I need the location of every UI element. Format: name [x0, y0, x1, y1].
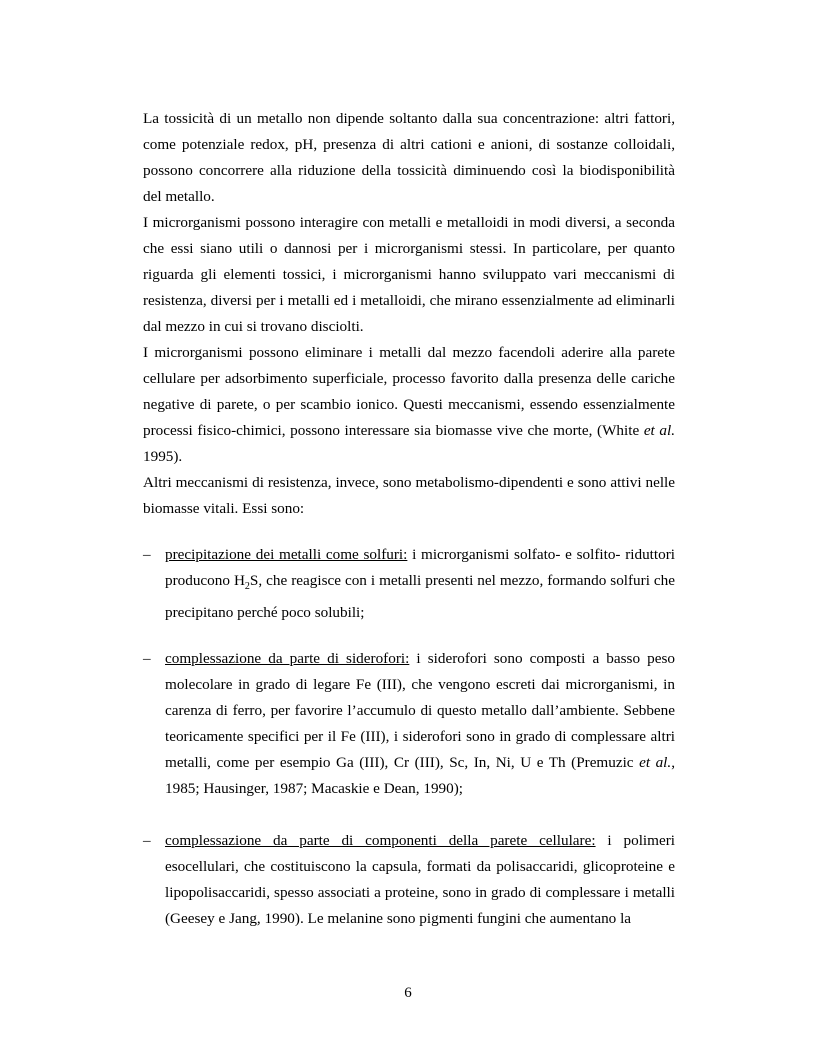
list-item-body: i polimeri esocellulari, che costituiscono la capsula, formati da polisaccaridi, glicoproteine e lipopolisaccaridi, spesso associati a proteine, sono in grado di complessare i metalli (Geesey e Jang, 1990). Le melanine sono pigmenti fungini che aumentano la: [165, 832, 675, 927]
list-dash: –: [143, 832, 151, 849]
paragraph-4: Altri meccanismi di resistenza, invece, sono metabolismo-dipendenti e sono attivi nelle biomasse vitali. Essi sono:: [143, 474, 675, 517]
list-item-body-cont: , 1985; Hausinger, 1987; Macaskie e Dean, 1990);: [165, 754, 675, 797]
list-item-sulfides: [143, 542, 675, 626]
list-item-text: [165, 828, 675, 932]
page-number: 6: [404, 985, 412, 1001]
list-item-text: [165, 646, 675, 802]
paragraph-3-main: I microrganismi possono eliminare i metalli dal mezzo facendoli aderire alla parete cellulare per adsorbimento superficiale, processo favorito dalla presenza delle cariche negative di parete, o per scambio ionico. Questi meccanismi, essendo essenzialmente processi fisico-chimici, possono interessare sia biomasse vive che morte, (White: [143, 344, 675, 439]
list-item-heading: precipitazione dei metalli come solfuri:: [165, 546, 408, 563]
paragraph-3: [143, 340, 675, 470]
list-dash: –: [143, 546, 151, 563]
paragraph-3-end: 1995).: [143, 448, 183, 465]
list-item-cell-wall: [143, 828, 675, 932]
list-item-body-cont: S, che reagisce con i metalli presenti nel mezzo, formando solfuri che precipitano perché poco solubili;: [165, 572, 675, 622]
list-item-siderophores: [143, 646, 675, 802]
body-text: [143, 106, 675, 522]
list-item-body: i microrganismi solfato- e solfito- riduttori producono H: [165, 546, 675, 589]
paragraph-3-etal: et al.: [643, 422, 675, 439]
paragraph-1: La tossicità di un metallo non dipende soltanto dalla sua concentrazione: altri fattori, come potenziale redox, pH, presenza di altri cationi e anioni, di sostanze colloidali, possono concorrere alla riduzione della tossicità diminuendo così la biodisponibilità del metallo.: [143, 110, 675, 205]
list-item-heading: complessazione da parte di siderofori:: [165, 650, 410, 667]
list-item-text: [165, 542, 675, 626]
list-item-etal: et al.: [639, 754, 672, 771]
list-dash: –: [143, 650, 151, 667]
paragraph-2: I microrganismi possono interagire con metalli e metalloidi in modi diversi, a seconda che essi siano utili o dannosi per i microrganismi stessi. In particolare, per quanto riguarda gli elementi tossici, i microrganismi hanno sviluppato vari meccanismi di resistenza, diversi per i metalli ed i metalloidi, che mirano essenzialmente ad eliminarli dal mezzo in cui si trovano disciolti.: [143, 214, 675, 335]
list-item-heading: complessazione da parte di componenti della parete cellulare:: [165, 832, 596, 849]
list-item-body: i siderofori sono composti a basso peso molecolare in grado di legare Fe (III), che vengono escreti dai microrganismi, in carenza di ferro, per favorire l’accumulo di questo metallo dall’ambiente. Sebbene teoricamente specifici per il Fe (III), i siderofori sono in grado di complessare altri metalli, come per esempio Ga (III), Cr (III), Sc, In, Ni, U e Th (Premuzic: [165, 650, 675, 771]
subscript: 2: [244, 581, 250, 593]
